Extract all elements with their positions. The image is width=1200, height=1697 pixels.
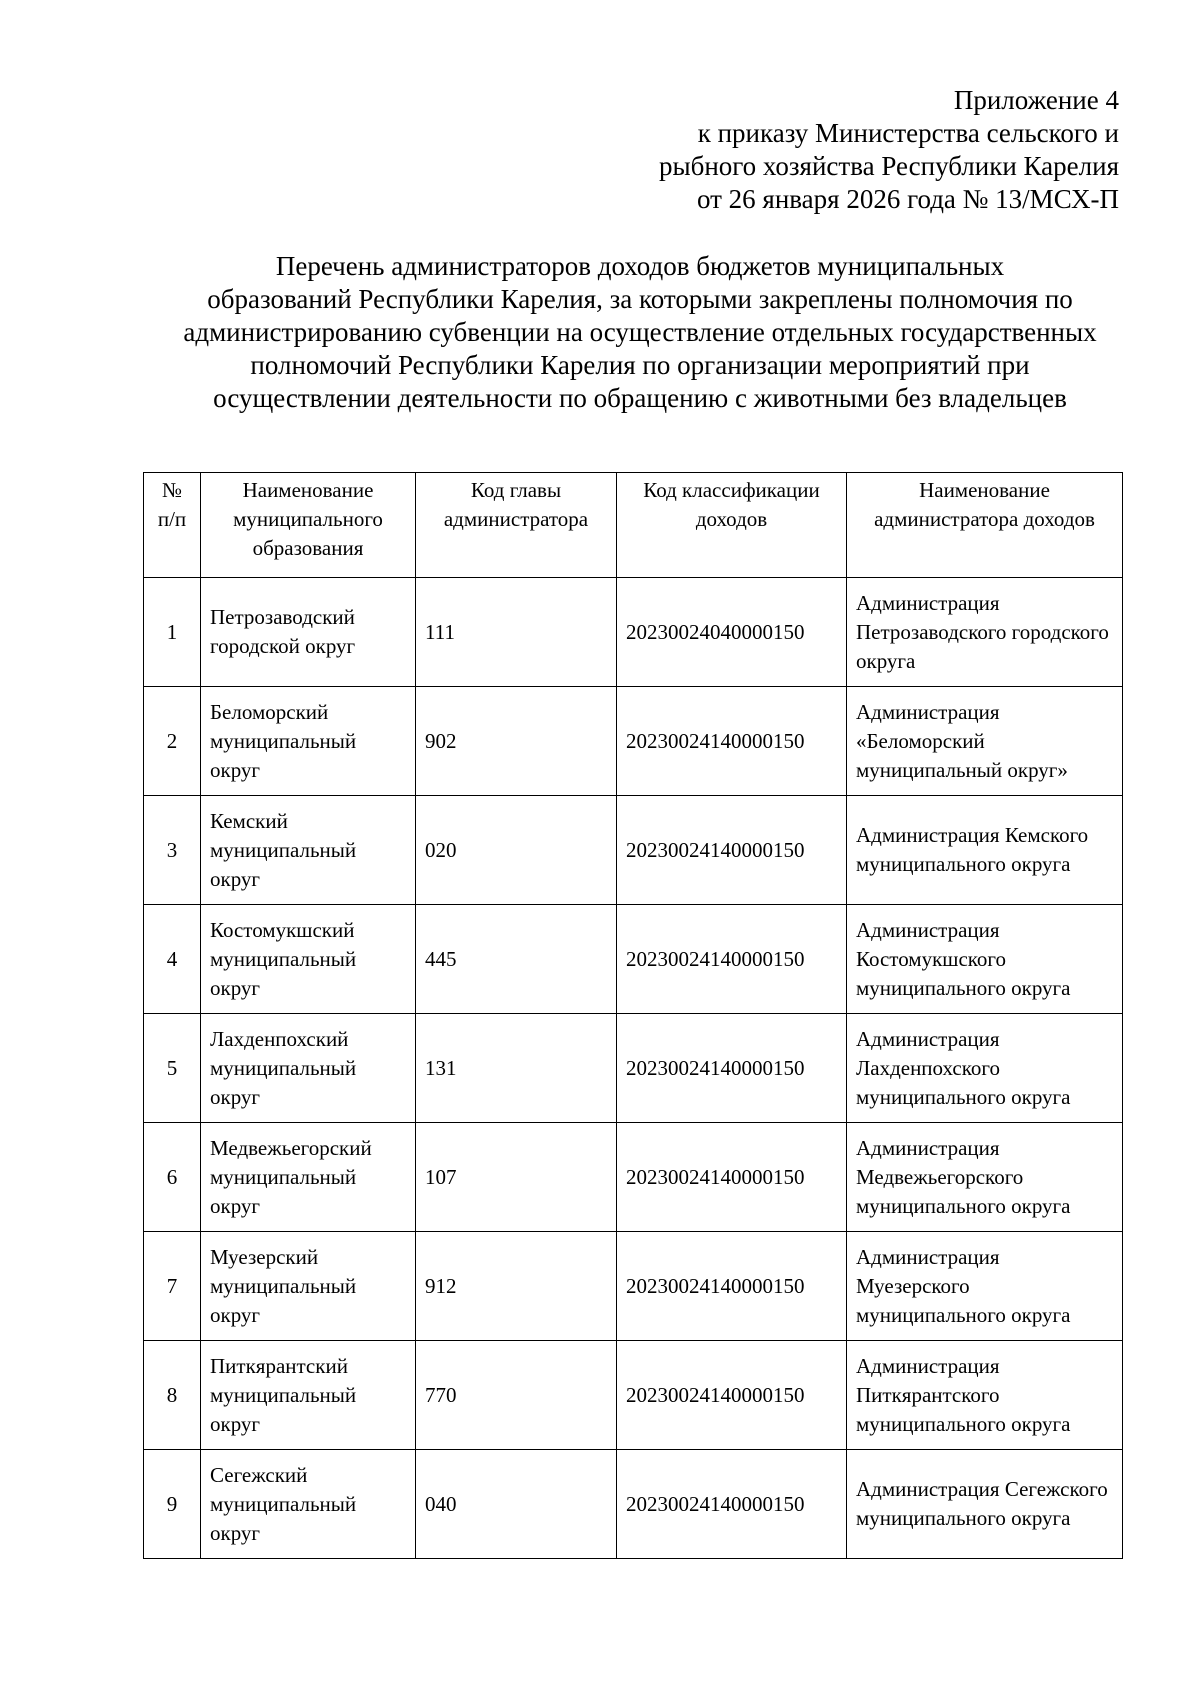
row-number: 4 bbox=[144, 905, 201, 1014]
chief-code: 445 bbox=[416, 905, 617, 1014]
municipality-name: Петрозаводский городской округ bbox=[201, 578, 416, 687]
table-row bbox=[144, 578, 1123, 687]
table-row bbox=[144, 687, 1123, 796]
income-code: 20230024140000150 bbox=[617, 796, 847, 905]
row-number: 7 bbox=[144, 1232, 201, 1341]
municipality-name: Сегежский муниципальный округ bbox=[201, 1450, 416, 1559]
row-number: 6 bbox=[144, 1123, 201, 1232]
income-code: 20230024140000150 bbox=[617, 1232, 847, 1341]
administrator-name: Администрация Костомукшского муниципального округа bbox=[847, 905, 1123, 1014]
table-header-row bbox=[144, 473, 1123, 578]
appendix-line: рыбного хозяйства Республики Карелия bbox=[658, 151, 1119, 181]
administrator-name: Администрация Лахденпохского муниципального округа bbox=[847, 1014, 1123, 1123]
chief-code: 020 bbox=[416, 796, 617, 905]
administrator-name: Администрация Петрозаводского городского округа bbox=[847, 578, 1123, 687]
row-number: 2 bbox=[144, 687, 201, 796]
administrator-name: Администрация Медвежьегорского муниципального округа bbox=[847, 1123, 1123, 1232]
administrator-name: Администрация Муезерского муниципального округа bbox=[847, 1232, 1123, 1341]
chief-code: 111 bbox=[416, 578, 617, 687]
header-municipality: Наименование муниципального образования bbox=[201, 473, 416, 578]
appendix-line: к приказу Министерства сельского и bbox=[697, 118, 1119, 148]
income-code: 20230024140000150 bbox=[617, 1341, 847, 1450]
chief-code: 902 bbox=[416, 687, 617, 796]
document-title bbox=[140, 250, 1140, 415]
table-row bbox=[144, 905, 1123, 1014]
title-line: полномочий Республики Карелия по организации мероприятий при bbox=[250, 350, 1030, 380]
administrator-name: Администрация «Беломорский муниципальный округ» bbox=[847, 687, 1123, 796]
table-body bbox=[144, 578, 1123, 1559]
row-number: 8 bbox=[144, 1341, 201, 1450]
header-chief-code: Код главы администратора bbox=[416, 473, 617, 578]
municipality-name: Лахденпохский муниципальный округ bbox=[201, 1014, 416, 1123]
income-code: 20230024140000150 bbox=[617, 1014, 847, 1123]
table-row bbox=[144, 1232, 1123, 1341]
income-code: 20230024140000150 bbox=[617, 687, 847, 796]
header-administrator: Наименование администратора доходов bbox=[847, 473, 1123, 578]
administrators-table bbox=[143, 472, 1123, 1559]
chief-code: 912 bbox=[416, 1232, 617, 1341]
table-row bbox=[144, 1341, 1123, 1450]
municipality-name: Медвежьегорский муниципальный округ bbox=[201, 1123, 416, 1232]
row-number: 5 bbox=[144, 1014, 201, 1123]
chief-code: 131 bbox=[416, 1014, 617, 1123]
municipality-name: Питкярантский муниципальный округ bbox=[201, 1341, 416, 1450]
municipality-name: Кемский муниципальный округ bbox=[201, 796, 416, 905]
title-line: Перечень администраторов доходов бюджетов муниципальных bbox=[275, 251, 1005, 281]
header-num: № п/п bbox=[144, 473, 201, 578]
table-row bbox=[144, 1014, 1123, 1123]
administrator-name: Администрация Питкярантского муниципального округа bbox=[847, 1341, 1123, 1450]
municipality-name: Костомукшский муниципальный округ bbox=[201, 905, 416, 1014]
title-line: осуществлении деятельности по обращению с животными без владельцев bbox=[213, 383, 1067, 413]
income-code: 20230024140000150 bbox=[617, 1123, 847, 1232]
header-income-code: Код классификации доходов bbox=[617, 473, 847, 578]
title-line: администрированию субвенции на осуществление отдельных государственных bbox=[183, 317, 1097, 347]
income-code: 20230024140000150 bbox=[617, 1450, 847, 1559]
income-code: 20230024040000150 bbox=[617, 578, 847, 687]
title-line: образований Республики Карелия, за которыми закреплены полномочия по bbox=[207, 284, 1073, 314]
row-number: 1 bbox=[144, 578, 201, 687]
chief-code: 107 bbox=[416, 1123, 617, 1232]
chief-code: 040 bbox=[416, 1450, 617, 1559]
municipality-name: Беломорский муниципальный округ bbox=[201, 687, 416, 796]
row-number: 9 bbox=[144, 1450, 201, 1559]
table-row bbox=[144, 1450, 1123, 1559]
table-row bbox=[144, 1123, 1123, 1232]
appendix-line: Приложение 4 bbox=[953, 85, 1119, 115]
appendix-header bbox=[659, 84, 1119, 216]
row-number: 3 bbox=[144, 796, 201, 905]
municipality-name: Муезерский муниципальный округ bbox=[201, 1232, 416, 1341]
administrator-name: Администрация Кемского муниципального округа bbox=[847, 796, 1123, 905]
chief-code: 770 bbox=[416, 1341, 617, 1450]
appendix-line: от 26 января 2026 года № 13/МСХ-П bbox=[696, 184, 1119, 214]
administrator-name: Администрация Сегежского муниципального округа bbox=[847, 1450, 1123, 1559]
table-row bbox=[144, 796, 1123, 905]
income-code: 20230024140000150 bbox=[617, 905, 847, 1014]
